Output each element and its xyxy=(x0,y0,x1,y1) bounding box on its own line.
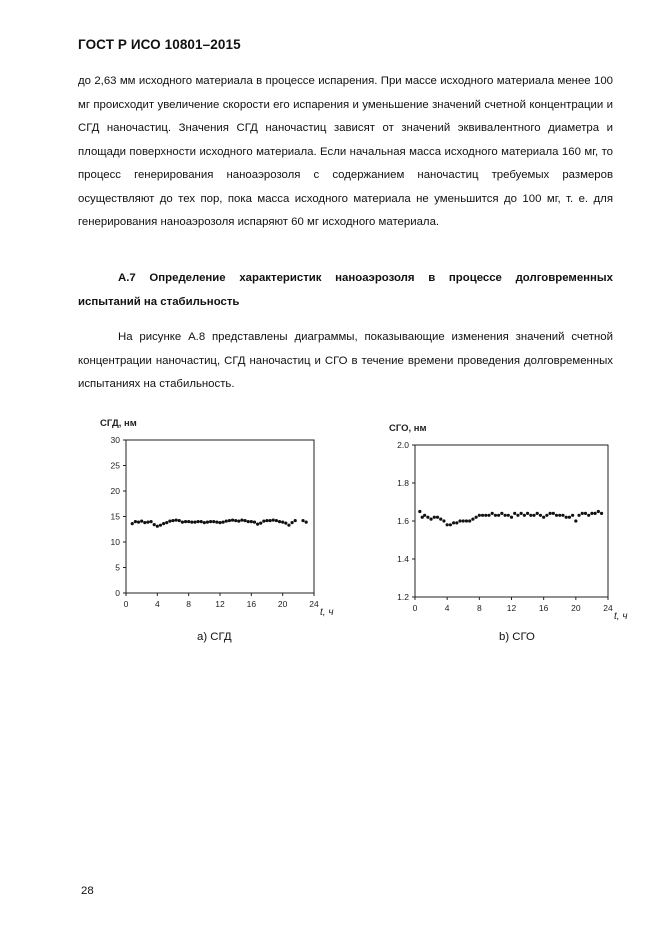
data-point xyxy=(206,521,209,524)
y-tick-label: 10 xyxy=(110,537,120,547)
x-axis-label: t, ч xyxy=(614,611,628,622)
data-point xyxy=(439,518,442,521)
data-point xyxy=(552,512,555,515)
x-tick-label: 20 xyxy=(277,599,288,609)
data-point xyxy=(468,519,471,522)
data-point xyxy=(594,512,597,515)
chart-sgd-svg xyxy=(70,405,340,630)
data-point xyxy=(503,514,506,517)
x-tick-label: 16 xyxy=(538,603,549,613)
data-point xyxy=(458,519,461,522)
data-point xyxy=(542,516,545,519)
data-point xyxy=(494,514,497,517)
data-point xyxy=(243,519,246,522)
data-point xyxy=(549,512,552,515)
page-number: 28 xyxy=(81,885,94,897)
data-point xyxy=(181,521,184,524)
data-point xyxy=(452,521,455,524)
data-point xyxy=(131,522,134,525)
chart-sgd xyxy=(70,405,340,630)
y-tick-label: 2.0 xyxy=(397,440,409,450)
data-point xyxy=(484,514,487,517)
y-tick-label: 20 xyxy=(110,486,120,496)
data-point xyxy=(581,512,584,515)
data-point xyxy=(584,512,587,515)
data-point xyxy=(516,514,519,517)
data-point xyxy=(475,516,478,519)
data-point xyxy=(240,518,243,521)
data-point xyxy=(446,523,449,526)
data-point xyxy=(500,512,503,515)
x-tick-label: 24 xyxy=(603,603,613,613)
data-point xyxy=(571,514,574,517)
data-point xyxy=(168,519,171,522)
data-point xyxy=(262,519,265,522)
data-point xyxy=(156,525,159,528)
data-point xyxy=(212,520,215,523)
section-heading-a7: А.7 Определение характеристик наноаэрозоля в процессе долговременных испытаний на стабильность xyxy=(78,272,613,308)
data-point xyxy=(187,520,190,523)
data-point xyxy=(597,510,600,513)
data-point xyxy=(275,519,278,522)
data-point xyxy=(215,521,218,524)
data-point xyxy=(222,521,225,524)
data-point xyxy=(429,518,432,521)
data-point xyxy=(149,520,152,523)
caption-sgo: b) СГО xyxy=(499,631,535,643)
data-point xyxy=(423,514,426,517)
data-point xyxy=(418,510,421,513)
caption-sgd: а) СГД xyxy=(197,631,232,643)
data-point xyxy=(478,514,481,517)
data-point xyxy=(153,523,156,526)
x-tick-label: 4 xyxy=(444,603,450,613)
data-point xyxy=(146,521,149,524)
data-point xyxy=(225,519,228,522)
y-tick-label: 0 xyxy=(115,588,120,598)
data-point xyxy=(294,519,297,522)
data-point xyxy=(577,514,580,517)
data-point xyxy=(200,520,203,523)
data-point xyxy=(165,521,168,524)
data-point xyxy=(462,519,465,522)
data-point xyxy=(545,514,548,517)
data-point xyxy=(284,522,287,525)
data-point xyxy=(529,514,532,517)
data-point xyxy=(513,512,516,515)
data-point xyxy=(436,516,439,519)
data-point xyxy=(140,519,143,522)
y-tick-label: 30 xyxy=(110,435,120,445)
data-point xyxy=(565,516,568,519)
data-point xyxy=(471,518,474,521)
data-point xyxy=(171,519,174,522)
data-point xyxy=(209,520,212,523)
data-point xyxy=(265,519,268,522)
data-point xyxy=(507,514,510,517)
y-tick-label: 1.8 xyxy=(397,478,409,488)
plot-frame xyxy=(126,440,314,593)
data-point xyxy=(465,519,468,522)
data-point xyxy=(196,520,199,523)
data-point xyxy=(228,519,231,522)
data-point xyxy=(449,523,452,526)
data-point xyxy=(231,518,234,521)
data-point xyxy=(143,521,146,524)
data-point xyxy=(190,521,193,524)
data-point xyxy=(600,512,603,515)
data-point xyxy=(590,512,593,515)
data-point xyxy=(137,521,140,524)
document-header: ГОСТ Р ИСО 10801–2015 xyxy=(78,37,241,52)
y-axis-label: СГО, нм xyxy=(389,423,427,434)
data-point xyxy=(526,512,529,515)
y-tick-label: 1.6 xyxy=(397,516,409,526)
y-tick-label: 5 xyxy=(115,562,120,573)
data-point xyxy=(278,520,281,523)
x-tick-label: 0 xyxy=(123,599,129,609)
data-point xyxy=(433,516,436,519)
y-tick-label: 1.4 xyxy=(397,554,409,564)
data-point xyxy=(455,521,458,524)
data-point xyxy=(256,523,259,526)
data-point xyxy=(234,519,237,522)
x-tick-label: 4 xyxy=(154,599,160,609)
chart-sgo xyxy=(360,405,645,630)
data-point xyxy=(487,514,490,517)
data-point xyxy=(532,514,535,517)
x-tick-label: 16 xyxy=(246,599,257,609)
data-point xyxy=(574,519,577,522)
data-point xyxy=(175,518,178,521)
paragraph-evaporation: до 2,63 мм исходного материала в процессе испарения. При массе исходного материала менее 100 мг происходит увеличение скорости его испарения и уменьшение значений счетной концентрации и СГД наночастиц. Значения СГД наночастиц зависят от значений эквивалентного диаметра и площади поверхности исходного материала. Если начальная масса исходного материала 160 мг, то процесс генерирования наноаэрозоля с содержанием наночастиц требуемых размеров осуществляют до тех пор, пока масса исходного материала не уменьшится до 100 мг, т. е. для генерирования наноаэрозоля испаряют 60 мг исходного материала. xyxy=(78,75,613,228)
data-point xyxy=(178,519,181,522)
x-tick-label: 12 xyxy=(215,599,225,609)
x-tick-label: 24 xyxy=(309,599,319,609)
data-point xyxy=(259,522,262,525)
data-point xyxy=(281,521,284,524)
data-point xyxy=(269,519,272,522)
data-point xyxy=(250,520,253,523)
data-point xyxy=(536,512,539,515)
data-point xyxy=(184,520,187,523)
data-point xyxy=(442,519,445,522)
data-point xyxy=(193,521,196,524)
data-point xyxy=(523,514,526,517)
data-point xyxy=(555,514,558,517)
data-point xyxy=(481,514,484,517)
data-point xyxy=(426,516,429,519)
data-point xyxy=(520,512,523,515)
paragraph-figure-intro: На рисунке А.8 представлены диаграммы, показывающие изменения значений счетной концентрации наночастиц, СГД наночастиц и СГО в течение времени проведения долговременных испытаниях на стабильность. xyxy=(78,331,613,390)
x-axis-label: t, ч xyxy=(320,607,334,618)
data-point xyxy=(587,514,590,517)
data-point xyxy=(305,521,308,524)
data-point xyxy=(301,519,304,522)
chart-sgo-svg xyxy=(360,405,645,630)
x-tick-label: 8 xyxy=(186,599,192,609)
y-axis-label: СГД, нм xyxy=(100,418,137,429)
data-point xyxy=(497,514,500,517)
data-point xyxy=(568,516,571,519)
data-point xyxy=(253,521,256,524)
data-point xyxy=(203,521,206,524)
data-point xyxy=(287,524,290,527)
data-point xyxy=(539,514,542,517)
data-point xyxy=(290,521,293,524)
y-tick-label: 25 xyxy=(110,460,120,471)
x-tick-label: 12 xyxy=(506,603,517,613)
data-point xyxy=(134,520,137,523)
data-point xyxy=(237,519,240,522)
data-point xyxy=(162,522,165,525)
x-tick-label: 8 xyxy=(476,603,482,613)
data-point xyxy=(159,524,162,527)
data-point xyxy=(491,512,494,515)
y-tick-label: 15 xyxy=(110,511,120,522)
data-point xyxy=(272,518,275,521)
x-tick-label: 0 xyxy=(412,603,418,613)
x-tick-label: 20 xyxy=(571,603,581,613)
data-point xyxy=(558,514,561,517)
data-point xyxy=(218,521,221,524)
data-point xyxy=(247,520,250,523)
data-point xyxy=(510,516,513,519)
data-point xyxy=(561,514,564,517)
y-tick-label: 1.2 xyxy=(397,592,409,602)
